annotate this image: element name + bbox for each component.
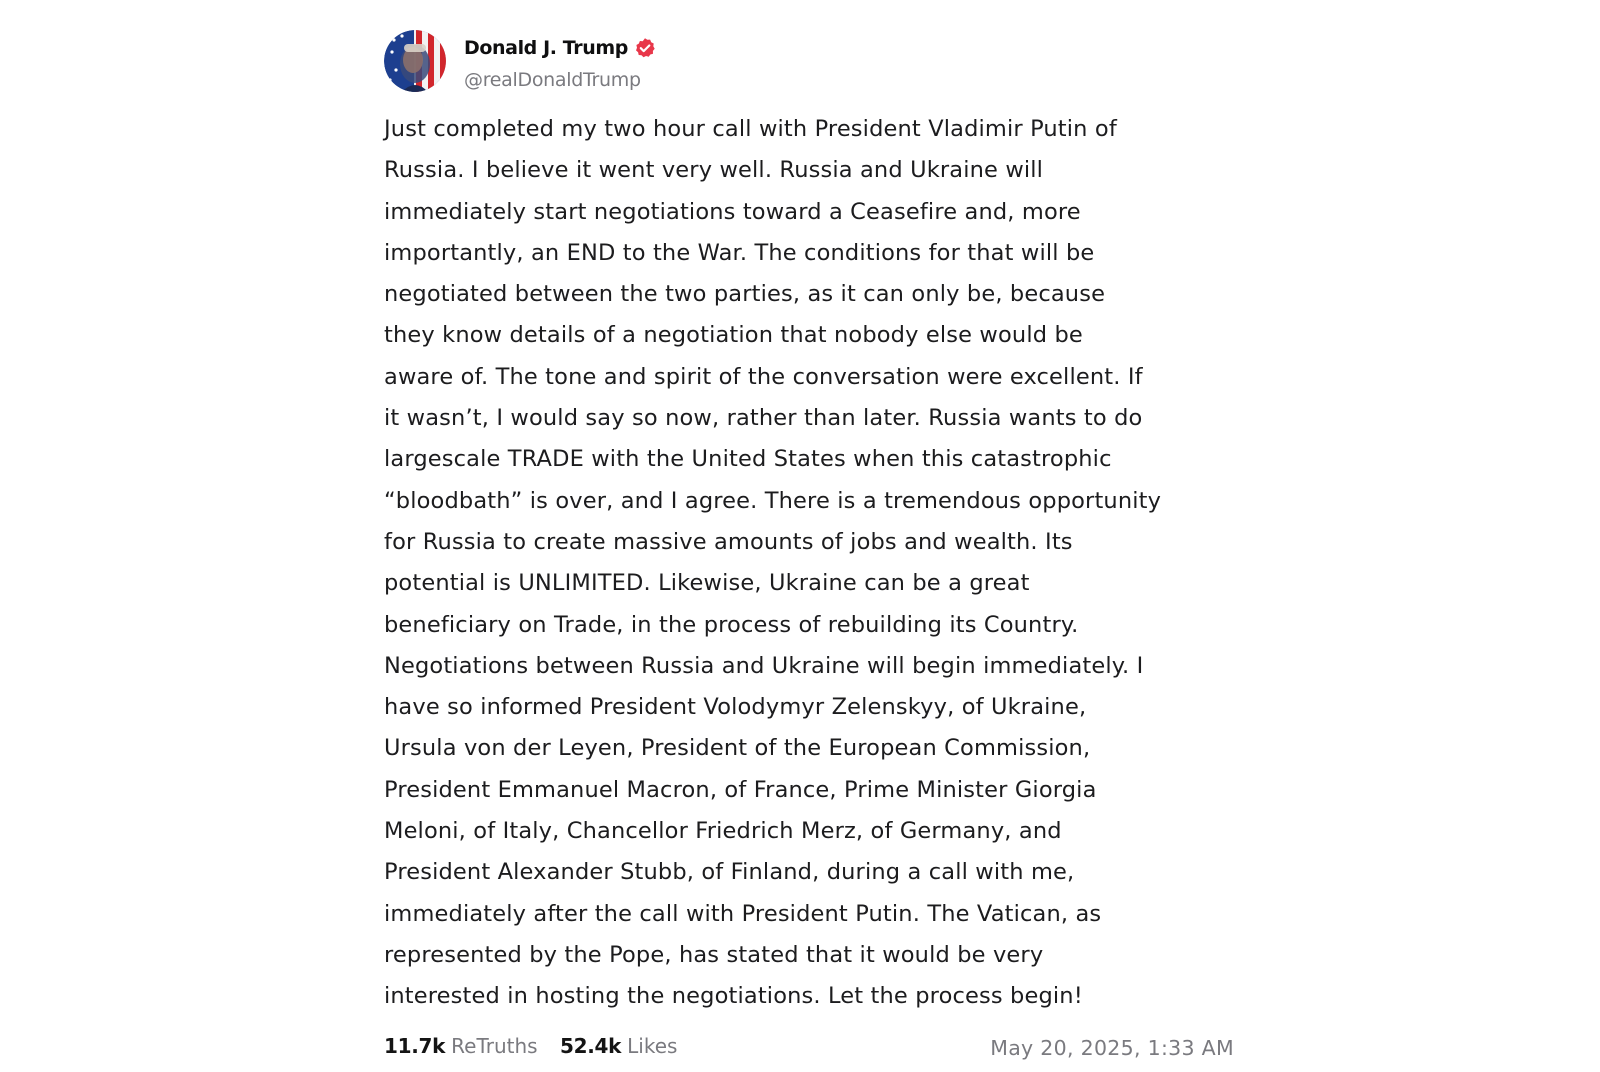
post-body-line: it wasn’t, I would say so now, rather than later. Russia wants to do [384,405,1143,432]
post-body-line: beneficiary on Trade, in the process of rebuilding its Country. [384,611,1079,638]
verified-badge-icon [634,37,656,59]
post-body-line: immediately start negotiations toward a Ceasefire and, more [384,198,1081,225]
post-body-line: Russia. I believe it went very well. Russia and Ukraine will [384,157,1044,184]
post-body-line: “bloodbath” is over, and I agree. There is a tremendous opportunity [384,487,1162,514]
post-body-line: potential is UNLIMITED. Likewise, Ukraine can be a great [384,570,1030,597]
post-body-line: represented by the Pope, has stated that it would be very [384,941,1044,968]
author-display-name[interactable]: Donald J. Trump [464,37,628,59]
retruths-count: 11.7k [384,1033,446,1058]
post-body-line: negotiated between the two parties, as it can only be, because [384,281,1106,308]
post-timestamp[interactable]: May 20, 2025, 1:33 AM [990,1035,1234,1060]
post-body-line: Ursula von der Leyen, President of the European Commission, [384,735,1091,762]
likes-label: Likes [627,1033,678,1058]
post-body [384,109,1234,1018]
author-handle[interactable]: @realDonaldTrump [464,69,641,91]
post-body-line: Meloni, of Italy, Chancellor Friedrich Merz, of Germany, and [384,818,1062,845]
retruths-stat[interactable] [384,1028,538,1064]
post-card [384,28,1234,1064]
post-body-line: they know details of a negotiation that nobody else would be [384,322,1083,349]
post-body-line: importantly, an END to the War. The conditions for that will be [384,239,1095,266]
post-body-line: have so informed President Volodymyr Zelenskyy, of Ukraine, [384,694,1087,721]
post-body-line: largescale TRADE with the United States when this catastrophic [384,446,1112,473]
post-body-line: President Alexander Stubb, of Finland, during a call with me, [384,859,1075,886]
likes-stat[interactable] [560,1028,677,1064]
post-body-line: interested in hosting the negotiations. Let the process begin! [384,983,1083,1010]
avatar[interactable] [384,30,446,92]
post-body-line: Just completed my two hour call with President Vladimir Putin of [384,116,1117,142]
retruths-label: ReTruths [451,1033,538,1058]
post-body-line: aware of. The tone and spirit of the conversation were excellent. If [384,363,1143,390]
post-body-line: for Russia to create massive amounts of jobs and wealth. Its [384,528,1073,555]
avatar-image [384,30,446,92]
post-body-line: immediately after the call with President Putin. The Vatican, as [384,900,1102,927]
author-name-row[interactable] [464,36,656,60]
post-body-line: President Emmanuel Macron, of France, Prime Minister Giorgia [384,776,1097,803]
post-footer [384,1028,1234,1064]
post-header [384,28,1234,94]
post-body-line: Negotiations between Russia and Ukraine will begin immediately. I [384,652,1144,679]
likes-count: 52.4k [560,1033,622,1058]
